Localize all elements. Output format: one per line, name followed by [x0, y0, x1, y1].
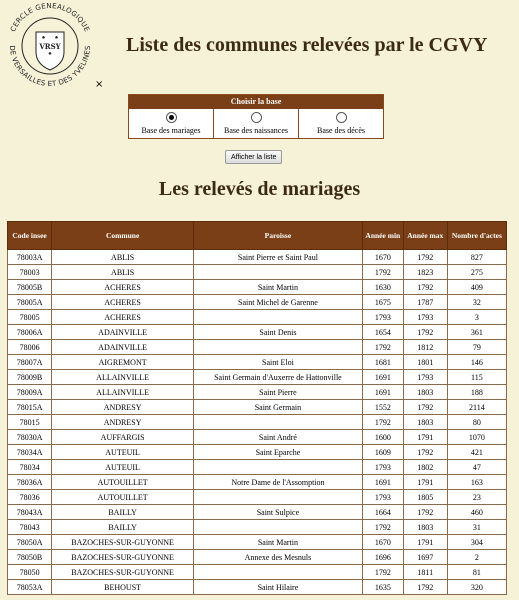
cell-paroisse: Saint Germain d'Auxerre de Hattonville: [194, 370, 363, 385]
cell-nombre-actes: 79: [447, 340, 506, 355]
cell-nombre-actes: 320: [447, 580, 506, 595]
cell-code: 78005: [8, 310, 52, 325]
cell-nombre-actes: 81: [447, 565, 506, 580]
cell-annee-max: 1792: [403, 505, 447, 520]
cell-annee-max: 1801: [403, 355, 447, 370]
cell-annee-min: 1552: [362, 400, 403, 415]
base-selector: [128, 94, 384, 139]
cell-paroisse: Saint André: [194, 430, 363, 445]
cell-annee-min: 1600: [362, 430, 403, 445]
cell-code: 78050B: [8, 550, 52, 565]
close-icon[interactable]: ×: [95, 79, 104, 90]
cell-commune: BAZOCHES-SUR-GUYONNE: [52, 550, 194, 565]
cell-nombre-actes: 23: [447, 490, 506, 505]
option-label: Base des décès: [317, 126, 365, 135]
option-label: Base des naissances: [224, 126, 288, 135]
col-header-annee-min[interactable]: Année min: [362, 222, 403, 250]
cell-paroisse: Saint Germain: [194, 400, 363, 415]
svg-text:DE VERSAILLES ET DES YVELINES: DE VERSAILLES ET DES YVELINES: [7, 45, 93, 89]
cell-code: 78005A: [8, 295, 52, 310]
cell-code: 78036: [8, 490, 52, 505]
cell-code: 78009B: [8, 370, 52, 385]
cell-paroisse: Saint Martin: [194, 280, 363, 295]
cell-annee-min: 1609: [362, 445, 403, 460]
cell-code: 78050: [8, 565, 52, 580]
table-row: [8, 580, 507, 595]
base-selector-header: Choisir la base: [129, 95, 383, 109]
cell-annee-max: 1823: [403, 265, 447, 280]
cell-paroisse: [194, 340, 363, 355]
cell-annee-max: 1787: [403, 295, 447, 310]
cell-annee-max: 1803: [403, 385, 447, 400]
cell-nombre-actes: 115: [447, 370, 506, 385]
svg-text:VRSY: VRSY: [39, 42, 61, 51]
cell-nombre-actes: 304: [447, 535, 506, 550]
cell-nombre-actes: 32: [447, 295, 506, 310]
cell-nombre-actes: 47: [447, 460, 506, 475]
table-row: [8, 340, 507, 355]
page-title: Liste des communes relevées par le CGVY: [126, 34, 488, 56]
cell-paroisse: [194, 565, 363, 580]
cell-annee-min: 1635: [362, 580, 403, 595]
cell-annee-max: 1811: [403, 565, 447, 580]
cell-commune: BAZOCHES-SUR-GUYONNE: [52, 535, 194, 550]
table-row: [8, 325, 507, 340]
cell-commune: AUTEUIL: [52, 460, 194, 475]
table-row: [8, 460, 507, 475]
cell-paroisse: [194, 490, 363, 505]
option-naissances[interactable]: [214, 109, 299, 138]
cell-annee-min: 1792: [362, 565, 403, 580]
radio-deces[interactable]: [336, 112, 347, 123]
cell-annee-min: 1792: [362, 265, 403, 280]
cell-commune: BAILLY: [52, 520, 194, 535]
cell-code: 78034A: [8, 445, 52, 460]
cell-paroisse: Saint Pierre: [194, 385, 363, 400]
cell-annee-min: 1792: [362, 520, 403, 535]
cell-commune: AUTOUILLET: [52, 475, 194, 490]
cell-annee-min: 1691: [362, 370, 403, 385]
cell-paroisse: Saint Sulpice: [194, 505, 363, 520]
cell-commune: ABLIS: [52, 250, 194, 265]
cell-nombre-actes: 3: [447, 310, 506, 325]
cell-nombre-actes: 163: [447, 475, 506, 490]
cell-code: 78043: [8, 520, 52, 535]
cell-annee-max: 1803: [403, 520, 447, 535]
cell-annee-max: 1802: [403, 460, 447, 475]
cell-nombre-actes: 80: [447, 415, 506, 430]
cell-annee-max: 1791: [403, 475, 447, 490]
cell-code: 78043A: [8, 505, 52, 520]
radio-naissances[interactable]: [251, 112, 262, 123]
cell-commune: ADAINVILLE: [52, 340, 194, 355]
cell-nombre-actes: 2: [447, 550, 506, 565]
cell-annee-max: 1792: [403, 400, 447, 415]
cell-annee-max: 1792: [403, 280, 447, 295]
cell-paroisse: Saint Eparche: [194, 445, 363, 460]
cell-annee-min: 1664: [362, 505, 403, 520]
cell-annee-min: 1691: [362, 385, 403, 400]
cell-code: 78050A: [8, 535, 52, 550]
cell-nombre-actes: 146: [447, 355, 506, 370]
cell-code: 78003A: [8, 250, 52, 265]
cell-commune: AIGREMONT: [52, 355, 194, 370]
cell-code: 78030A: [8, 430, 52, 445]
cell-paroisse: Saint Pierre et Saint Paul: [194, 250, 363, 265]
cell-nombre-actes: 275: [447, 265, 506, 280]
cell-paroisse: Saint Denis: [194, 325, 363, 340]
cell-commune: ANDRESY: [52, 415, 194, 430]
cell-annee-max: 1792: [403, 580, 447, 595]
cell-paroisse: Saint Michel de Garenne: [194, 295, 363, 310]
cell-annee-max: 1805: [403, 490, 447, 505]
cell-code: 78006A: [8, 325, 52, 340]
cell-annee-min: 1670: [362, 535, 403, 550]
cell-annee-min: 1670: [362, 250, 403, 265]
cell-nombre-actes: 827: [447, 250, 506, 265]
cgvy-logo: [2, 2, 98, 90]
option-mariages[interactable]: [129, 109, 214, 138]
table-row: [8, 280, 507, 295]
cell-paroisse: Annexe des Mesnuls: [194, 550, 363, 565]
cell-code: 78007A: [8, 355, 52, 370]
table-row: [8, 370, 507, 385]
cell-commune: BAZOCHES-SUR-GUYONNE: [52, 565, 194, 580]
cell-paroisse: Saint Hilaire: [194, 580, 363, 595]
cell-commune: BAILLY: [52, 505, 194, 520]
cell-commune: AUTEUIL: [52, 445, 194, 460]
table-row: [8, 535, 507, 550]
col-header-annee-max[interactable]: Année max: [403, 222, 447, 250]
cell-annee-max: 1792: [403, 250, 447, 265]
cell-commune: ALLAINVILLE: [52, 370, 194, 385]
table-row: [8, 385, 507, 400]
cell-annee-min: 1675: [362, 295, 403, 310]
cell-commune: ACHERES: [52, 295, 194, 310]
table-row: [8, 355, 507, 370]
table-row: [8, 415, 507, 430]
cell-nombre-actes: 2114: [447, 400, 506, 415]
cell-annee-max: 1793: [403, 310, 447, 325]
cell-annee-min: 1681: [362, 355, 403, 370]
table-row: [8, 295, 507, 310]
cell-nombre-actes: 361: [447, 325, 506, 340]
table-row: [8, 310, 507, 325]
table-row: [8, 565, 507, 580]
cell-annee-min: 1691: [362, 475, 403, 490]
cell-annee-min: 1696: [362, 550, 403, 565]
cell-nombre-actes: 421: [447, 445, 506, 460]
cell-annee-max: 1792: [403, 445, 447, 460]
cell-paroisse: [194, 520, 363, 535]
communes-table: [7, 221, 507, 595]
table-row: [8, 445, 507, 460]
cell-annee-max: 1803: [403, 415, 447, 430]
table-row: [8, 550, 507, 565]
cell-annee-max: 1791: [403, 535, 447, 550]
cell-annee-min: 1792: [362, 340, 403, 355]
cell-annee-min: 1793: [362, 460, 403, 475]
cell-code: 78006: [8, 340, 52, 355]
cell-annee-max: 1793: [403, 370, 447, 385]
cell-annee-min: 1654: [362, 325, 403, 340]
cell-commune: AUFFARGIS: [52, 430, 194, 445]
table-row: [8, 265, 507, 280]
cell-annee-min: 1630: [362, 280, 403, 295]
cell-commune: ANDRESY: [52, 400, 194, 415]
cell-paroisse: [194, 415, 363, 430]
table-row: [8, 475, 507, 490]
cell-annee-min: 1793: [362, 310, 403, 325]
cell-code: 78036A: [8, 475, 52, 490]
cell-commune: AUTOUILLET: [52, 490, 194, 505]
col-header-paroisse[interactable]: Paroisse: [194, 222, 363, 250]
radio-mariages[interactable]: [166, 112, 177, 123]
cell-code: 78053A: [8, 580, 52, 595]
table-row: [8, 490, 507, 505]
cell-nombre-actes: 31: [447, 520, 506, 535]
cell-commune: ACHERES: [52, 280, 194, 295]
cell-nombre-actes: 188: [447, 385, 506, 400]
cell-code: 78015: [8, 415, 52, 430]
cell-nombre-actes: 409: [447, 280, 506, 295]
cell-code: 78034: [8, 460, 52, 475]
cell-nombre-actes: 1070: [447, 430, 506, 445]
cell-code: 78015A: [8, 400, 52, 415]
section-title: Les relevés de mariages: [158, 178, 361, 200]
cell-paroisse: [194, 265, 363, 280]
cell-annee-min: 1792: [362, 415, 403, 430]
option-deces[interactable]: [299, 109, 383, 138]
table-row: [8, 505, 507, 520]
col-header-nombre-actes[interactable]: Nombre d'actes: [447, 222, 506, 250]
cell-paroisse: Notre Dame de l'Assomption: [194, 475, 363, 490]
cell-annee-min: 1793: [362, 490, 403, 505]
cell-paroisse: [194, 460, 363, 475]
table-header-row: [8, 222, 507, 250]
cell-annee-max: 1812: [403, 340, 447, 355]
cell-commune: ACHERES: [52, 310, 194, 325]
col-header-code[interactable]: Code insee: [8, 222, 52, 250]
cell-code: 78009A: [8, 385, 52, 400]
show-list-button[interactable]: Afficher la liste: [225, 150, 282, 164]
cell-paroisse: Saint Martin: [194, 535, 363, 550]
cell-code: 78005B: [8, 280, 52, 295]
table-row: [8, 400, 507, 415]
svg-text:CERCLE GENEALOGIQUE: CERCLE GENEALOGIQUE: [9, 2, 91, 34]
cell-commune: ABLIS: [52, 265, 194, 280]
option-label: Base des mariages: [141, 126, 201, 135]
cell-commune: BEHOUST: [52, 580, 194, 595]
cell-paroisse: [194, 310, 363, 325]
cell-nombre-actes: 460: [447, 505, 506, 520]
cell-commune: ADAINVILLE: [52, 325, 194, 340]
table-row: [8, 250, 507, 265]
cell-commune: ALLAINVILLE: [52, 385, 194, 400]
cell-annee-max: 1697: [403, 550, 447, 565]
cell-annee-max: 1791: [403, 430, 447, 445]
cell-code: 78003: [8, 265, 52, 280]
table-row: [8, 520, 507, 535]
cell-annee-max: 1792: [403, 325, 447, 340]
cell-paroisse: Saint Eloi: [194, 355, 363, 370]
col-header-commune[interactable]: Commune: [52, 222, 194, 250]
table-row: [8, 430, 507, 445]
